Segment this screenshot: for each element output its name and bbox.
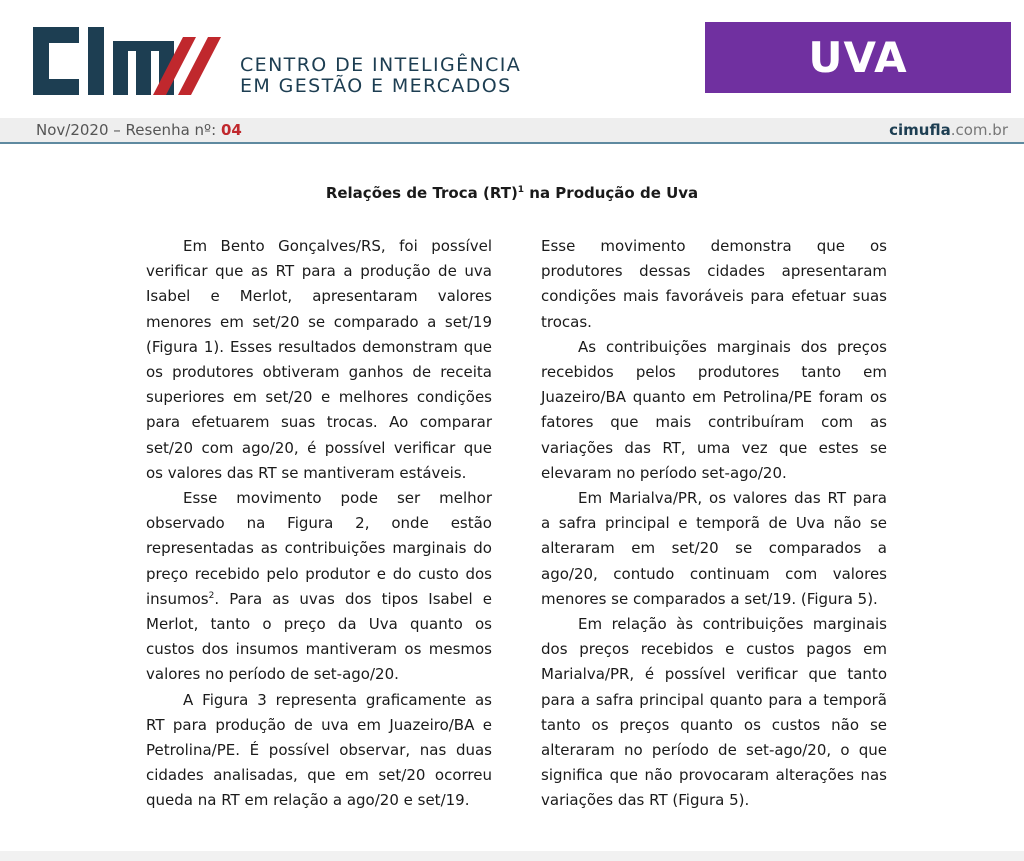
site-domain: .com.br: [950, 121, 1008, 139]
logo-text: [240, 55, 521, 97]
issue-number: 04: [220, 121, 242, 139]
cim-logo-icon: [33, 27, 228, 95]
issue-bar: [0, 118, 1024, 144]
product-label-box: [705, 22, 1011, 93]
logo-text-line1: CENTRO DE INTELIGÊNCIA: [240, 54, 522, 76]
article-title: [0, 184, 1024, 202]
left-paragraph-2: [146, 486, 492, 688]
footnote-ref-2: 2: [208, 590, 215, 601]
title-footnote-ref: 1: [517, 185, 525, 195]
right-column: [541, 234, 887, 814]
left-paragraph-2-a: Esse movimento pode ser melhor observado na Figura 2, onde estão representadas as contribuições marginais do preço recebido pelo produtor e do custo dos insumos: [146, 489, 492, 608]
right-paragraph-4: Em relação às contribuições marginais dos preços recebidos e custos pagos em Marialva/PR, é possível verificar que tanto para a safra principal quanto para a temporã tanto os preços quanto os custos não se alteraram no período de set-ago/20, o que significa que não provocaram alterações nas variações das RT (Figura 5).: [541, 615, 887, 810]
issue-prefix: Nov/2020 – Resenha nº:: [36, 121, 221, 139]
issue-info: [36, 121, 242, 139]
left-paragraph-3: A Figura 3 representa graficamente as RT para produção de uva em Juazeiro/BA e Petrolina/PE. É possível observar, nas duas cidades analisadas, que em set/20 ocorreu queda na RT em relação a ago/20 e set/19.: [146, 690, 492, 810]
logo-text-line2: EM GESTÃO E MERCADOS: [240, 75, 512, 97]
title-rest: na Produção de Uva: [524, 184, 699, 202]
left-column: [146, 234, 492, 814]
site-brand: cimufla: [889, 121, 951, 139]
header: [0, 0, 1024, 118]
footer-band: [0, 851, 1024, 861]
title-main: Relações de Troca (RT): [325, 184, 518, 202]
right-paragraph-1: Esse movimento demonstra que os produtores dessas cidades apresentaram condições mais favoráveis para efetuar suas trocas.: [541, 237, 887, 331]
right-paragraph-3: Em Marialva/PR, os valores das RT para a safra principal e temporã de Uva não se alteraram em set/20 se comparados a ago/20, contudo continuam com valores menores se comparados a set/19. (Figura 5).: [541, 489, 887, 608]
right-paragraph-2: As contribuições marginais dos preços recebidos pelos produtores tanto em Juazeiro/BA quanto em Petrolina/PE foram os fatores que mais contribuíram com as variações das RT, uma vez que estes se elevaram no período set-ago/20.: [541, 337, 887, 482]
product-label: UVA: [808, 33, 908, 82]
site-link[interactable]: [889, 121, 1008, 139]
left-paragraph-2-b: . Para as uvas dos tipos Isabel e Merlot, tanto o preço da Uva quanto os custos dos insumos mantiveram os mesmos valores no período de set-ago/20.: [146, 589, 492, 684]
left-paragraph-1: Em Bento Gonçalves/RS, foi possível verificar que as RT para a produção de uva Isabel e Merlot, apresentaram valores menores em set/20 se comparado a set/19 (Figura 1). Esses resultados demonstram que os produtores obtiveram ganhos de receita superiores em set/20 e melhores condições para efetuarem suas trocas. Ao comparar set/20 com ago/20, é possível verificar que os valores das RT se mantiveram estáveis.: [146, 237, 492, 482]
